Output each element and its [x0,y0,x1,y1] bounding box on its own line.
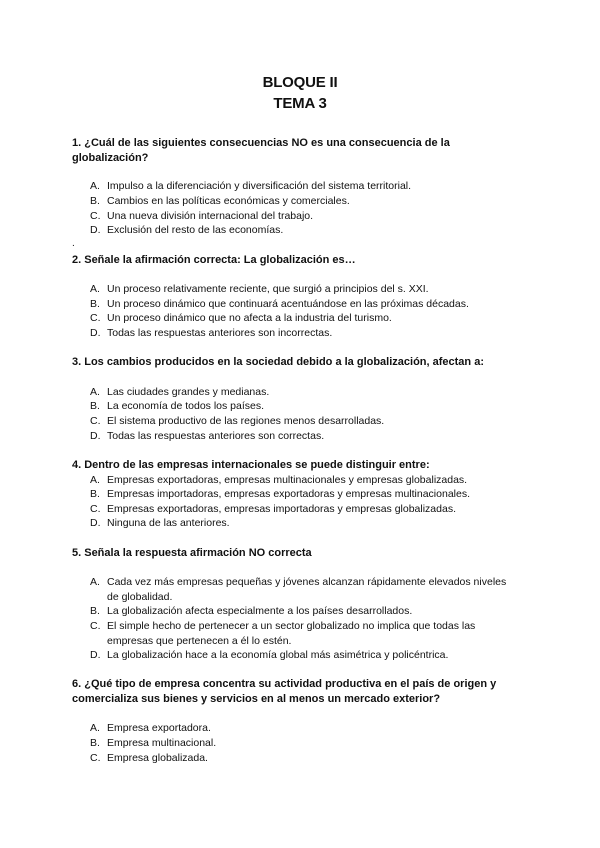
document-subtitle: TEMA 3 [273,95,327,112]
option-letter: C. [90,415,101,427]
option-letter: A. [90,474,100,486]
option-text: Cambios en las políticas económicas y comerciales. [107,195,350,207]
question-6-option-a [90,721,510,736]
option-text: Cada vez más empresas pequeñas y jóvenes alcanzan rápidamente elevados niveles de globalidad. [107,576,507,603]
question-2-option-c [90,311,510,326]
document-title: BLOQUE II [262,74,338,91]
option-text: Empresa exportadora. [107,722,211,734]
option-letter: A. [90,722,100,734]
option-text: Todas las respuestas anteriores son incorrectas. [107,327,333,339]
option-letter: B. [90,195,100,207]
option-letter: A. [90,283,100,295]
option-letter: A. [90,180,100,192]
option-letter: C. [90,503,101,515]
option-letter: D. [90,224,101,236]
option-letter: A. [90,576,100,588]
question-5-option-c [90,619,510,648]
question-1-option-d [90,223,510,238]
option-text: Empresa globalizada. [107,752,208,764]
question-6-option-c [90,751,510,766]
option-text: Impulso a la diferenciación y diversificación del sistema territorial. [107,180,412,192]
option-text: Empresas importadoras, empresas exportadoras y empresas multinacionales. [107,488,470,500]
question-2: 2. Señale la afirmación correcta: La globalización es… [72,254,356,266]
question-4-option-c [90,502,510,517]
option-text: Un proceso dinámico que continuará acentuándose en las próximas décadas. [107,298,469,310]
option-text: Empresas exportadoras, empresas importadoras y empresas globalizadas. [107,503,456,515]
question-3: 3. Los cambios producidos en la sociedad debido a la globalización, afectan a: [72,356,484,368]
question-3-option-b [90,399,510,414]
question-3-option-d [90,429,510,444]
option-text: Una nueva división internacional del trabajo. [107,210,314,222]
option-letter: C. [90,620,101,632]
question-5-option-d [90,648,510,663]
option-text: Todas las respuestas anteriores son correctas. [107,430,325,442]
question-2-option-a [90,282,510,297]
question-1-option-a [90,179,510,194]
option-letter: D. [90,327,101,339]
option-text: La globalización afecta especialmente a los países desarrollados. [107,605,413,617]
option-text: La economía de todos los países. [107,400,265,412]
option-letter: D. [90,649,101,661]
question-1: 1. ¿Cuál de las siguientes consecuencias NO es una consecuencia de la globalización? [72,137,450,164]
question-4-option-d [90,516,510,531]
option-letter: B. [90,298,100,310]
option-text: Exclusión del resto de las economías. [107,224,284,236]
option-letter: B. [90,488,100,500]
option-letter: B. [90,400,100,412]
question-5-option-a [90,575,510,604]
option-text: Empresa multinacional. [107,737,217,749]
question-4: 4. Dentro de las empresas internacionales se puede distinguir entre: [72,459,430,471]
stray-mark: . [72,238,75,249]
question-3-option-c [90,414,510,429]
option-letter: D. [90,517,101,529]
question-2-option-b [90,297,510,312]
option-text: La globalización hace a la economía global más asimétrica y policéntrica. [107,649,449,661]
question-3-option-a [90,385,510,400]
option-text: Un proceso relativamente reciente, que surgió a principios del s. XXI. [107,283,429,295]
question-2-option-d [90,326,510,341]
option-text: Empresas exportadoras, empresas multinacionales y empresas globalizadas. [107,474,468,486]
option-letter: D. [90,430,101,442]
question-4-option-b [90,487,510,502]
question-1-option-c [90,209,510,224]
option-letter: C. [90,312,101,324]
option-letter: B. [90,605,100,617]
option-text: El simple hecho de pertenecer a un sector globalizado no implica que todas las empresas que pertenecen a él lo estén. [107,620,476,647]
question-5-option-b [90,604,510,619]
question-1-option-b [90,194,510,209]
option-letter: A. [90,386,100,398]
question-4-option-a [90,473,510,488]
option-letter: C. [90,752,101,764]
question-6-option-b [90,736,510,751]
option-letter: B. [90,737,100,749]
option-text: Un proceso dinámico que no afecta a la industria del turismo. [107,312,392,324]
question-6: 6. ¿Qué tipo de empresa concentra su actividad productiva en el país de origen y comercializa sus bienes y servicios en al menos un mercado exterior? [72,678,497,705]
option-text: El sistema productivo de las regiones menos desarrolladas. [107,415,385,427]
option-letter: C. [90,210,101,222]
question-5: 5. Señala la respuesta afirmación NO correcta [72,547,312,559]
option-text: Las ciudades grandes y medianas. [107,386,270,398]
option-text: Ninguna de las anteriores. [107,517,230,529]
